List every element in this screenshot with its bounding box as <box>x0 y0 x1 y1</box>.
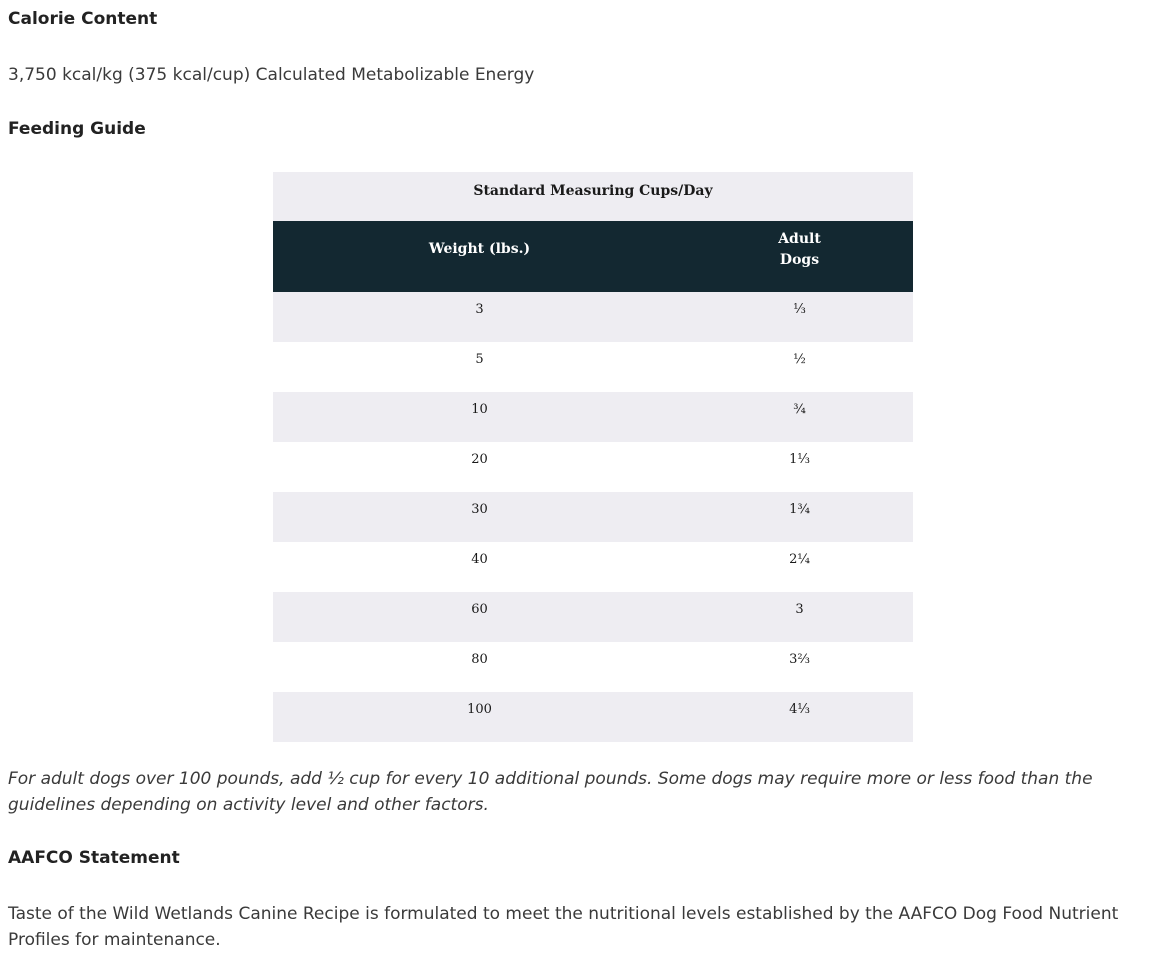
header-weight <box>273 221 686 292</box>
table-row <box>273 642 913 692</box>
cups-cell <box>686 592 913 642</box>
cups-cell <box>686 492 913 542</box>
cups-value: 2¼ <box>789 552 810 567</box>
table-row <box>273 692 913 742</box>
feeding-guide-table <box>273 172 913 742</box>
weight-cell <box>273 642 686 692</box>
weight-cell <box>273 442 686 492</box>
cups-cell <box>686 642 913 692</box>
weight-value: 100 <box>467 702 492 717</box>
cups-value: ⅓ <box>793 302 806 317</box>
cups-value: ½ <box>793 352 806 367</box>
aafco-statement-heading: AAFCO Statement <box>8 848 180 868</box>
cups-cell <box>686 542 913 592</box>
table-caption <box>273 172 913 221</box>
weight-cell <box>273 342 686 392</box>
weight-value: 5 <box>475 352 484 367</box>
weight-value: 60 <box>471 602 488 617</box>
weight-value: 3 <box>475 302 484 317</box>
weight-cell <box>273 392 686 442</box>
table-row <box>273 592 913 642</box>
cups-cell <box>686 392 913 442</box>
feeding-guide-heading: Feeding Guide <box>8 119 146 139</box>
weight-cell <box>273 292 686 342</box>
table-row <box>273 292 913 342</box>
table-row <box>273 442 913 492</box>
header-adult-dogs-label <box>778 229 821 271</box>
header-adult-line: Adult <box>778 230 821 247</box>
weight-value: 40 <box>471 552 488 567</box>
table-caption-row <box>273 172 913 221</box>
cups-value: 1¾ <box>789 502 810 517</box>
feeding-note: For adult dogs over 100 pounds, add ½ cup for every 10 additional pounds. Some dogs may require more or less food than the guidelines depending on activity level and other factors. <box>8 769 1093 815</box>
calorie-content-heading: Calorie Content <box>8 9 158 29</box>
table-row <box>273 392 913 442</box>
header-adult-dogs <box>686 221 913 292</box>
cups-cell <box>686 442 913 492</box>
header-dogs-line: Dogs <box>779 251 820 268</box>
cups-value: 1⅓ <box>789 452 810 467</box>
weight-value: 30 <box>471 502 488 517</box>
table-row <box>273 542 913 592</box>
cups-cell <box>686 292 913 342</box>
aafco-statement-text: Taste of the Wild Wetlands Canine Recipe is formulated to meet the nutritional levels established by the AAFCO Dog Food Nutrient Profiles for maintenance. <box>8 904 1119 950</box>
cups-value: 4⅓ <box>789 702 810 717</box>
weight-value: 10 <box>471 402 488 417</box>
weight-cell <box>273 542 686 592</box>
table-header-row <box>273 221 913 292</box>
calorie-content-text: 3,750 kcal/kg (375 kcal/cup) Calculated Metabolizable Energy <box>8 65 535 85</box>
table-row <box>273 342 913 392</box>
cups-value: 3⅔ <box>789 652 810 667</box>
cups-value: 3 <box>795 602 804 617</box>
header-weight-label: Weight (lbs.) <box>428 241 531 257</box>
weight-cell <box>273 492 686 542</box>
cups-cell <box>686 692 913 742</box>
weight-value: 20 <box>471 452 488 467</box>
cups-value: ¾ <box>793 402 806 417</box>
weight-value: 80 <box>471 652 488 667</box>
weight-cell <box>273 692 686 742</box>
table-row <box>273 492 913 542</box>
weight-cell <box>273 592 686 642</box>
table-caption-text: Standard Measuring Cups/Day <box>473 182 713 199</box>
cups-cell <box>686 342 913 392</box>
